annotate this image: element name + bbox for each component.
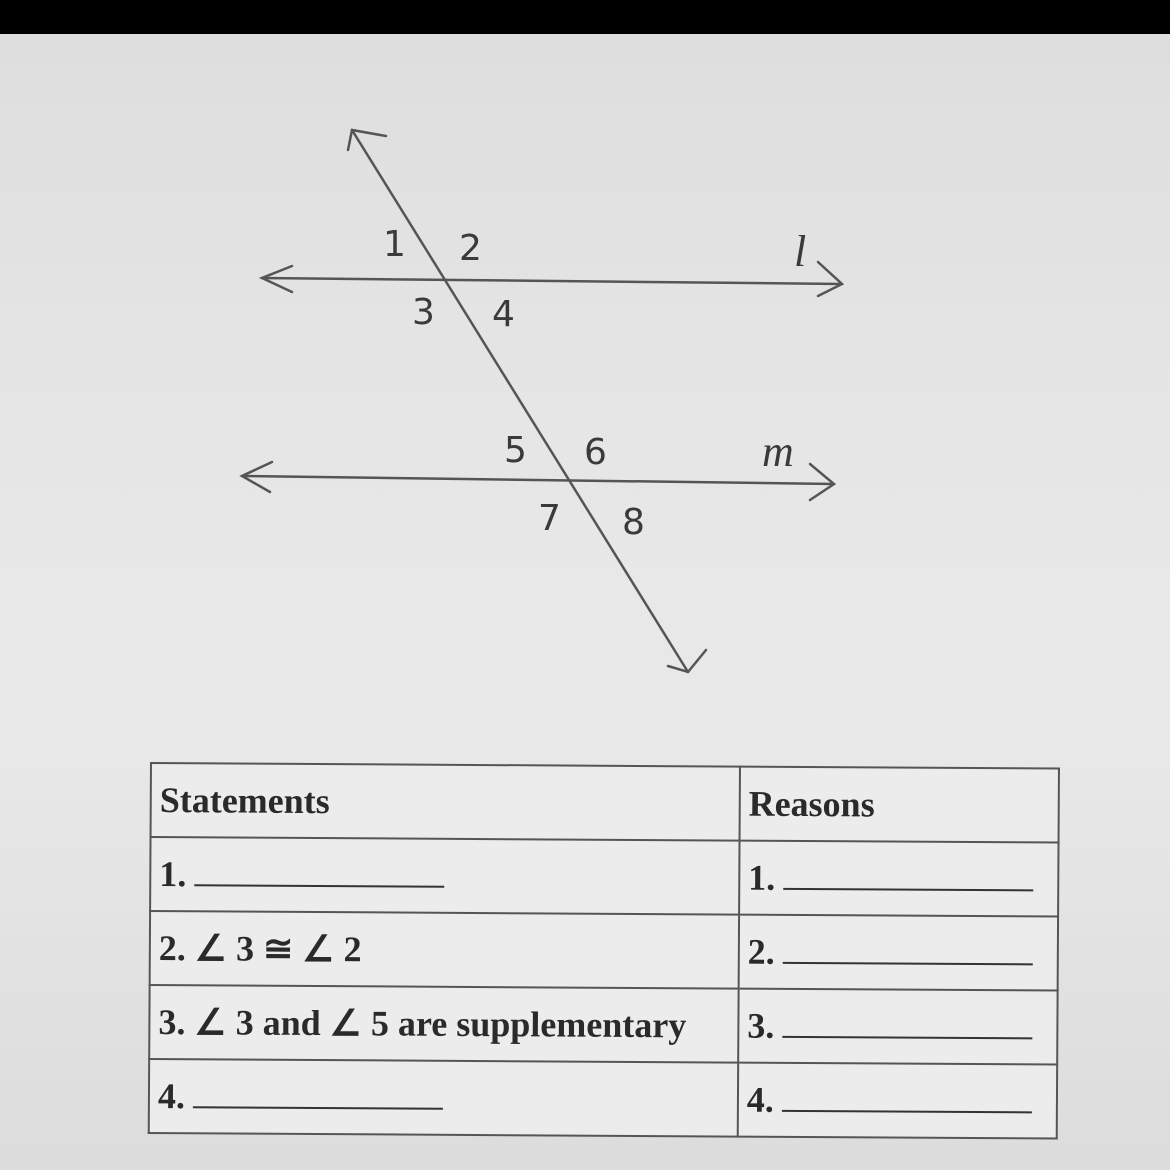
reason-number: 4.: [746, 1079, 774, 1120]
reasons-header: Reasons: [739, 767, 1059, 843]
line-m: [242, 476, 834, 484]
line-label-l: l: [794, 227, 807, 276]
line-m-right-arrow: [810, 464, 834, 500]
angle-label-7: 7: [538, 498, 561, 539]
statement-text: 4.: [157, 1076, 186, 1117]
statement-text: 1.: [159, 854, 187, 895]
angle-label-3: 3: [412, 292, 435, 333]
two-column-proof-table: [148, 762, 1060, 1140]
statement-cell-2: [150, 911, 739, 989]
reason-answer-blank[interactable]: [783, 870, 1033, 892]
angle-label-8: 8: [622, 502, 645, 543]
angle-label-6: 6: [584, 432, 607, 473]
statement-cell-4: [149, 1059, 738, 1137]
angle-label-2: 2: [459, 228, 482, 269]
parallel-lines-figure: [0, 34, 1170, 774]
reason-number: 1.: [748, 857, 776, 898]
table-row: [150, 837, 1058, 917]
reason-cell-1: [739, 841, 1059, 917]
statement-answer-blank[interactable]: [193, 1088, 443, 1110]
reason-answer-blank[interactable]: [782, 1018, 1032, 1040]
top-black-bar: [0, 0, 1170, 34]
reason-answer-blank[interactable]: [782, 1092, 1032, 1114]
reason-cell-4: [738, 1063, 1058, 1139]
statement-text: 3. ∠ 3 and ∠ 5 are supplementary: [158, 1002, 687, 1046]
reason-cell-3: [738, 989, 1058, 1065]
statement-answer-blank[interactable]: [194, 866, 444, 888]
line-l-right-arrow: [818, 262, 842, 296]
reason-answer-blank[interactable]: [783, 944, 1033, 966]
statement-cell-3: [149, 985, 738, 1063]
line-label-m: m: [762, 427, 794, 476]
line-l: [262, 278, 842, 284]
reason-cell-2: [739, 915, 1059, 991]
table-header-row: [151, 763, 1059, 843]
angle-label-4: 4: [492, 294, 515, 335]
table-row: [149, 1059, 1057, 1139]
angle-label-1: 1: [383, 224, 406, 265]
statements-header: Statements: [151, 763, 740, 841]
table-row: [150, 911, 1058, 991]
reason-number: 2.: [747, 931, 775, 972]
statement-text: 2. ∠ 3 ≅ ∠ 2: [158, 928, 362, 970]
transversal: [352, 130, 688, 672]
angle-label-5: 5: [504, 430, 527, 471]
statement-cell-1: [150, 837, 739, 915]
table-row: [149, 985, 1057, 1065]
reason-number: 3.: [747, 1005, 775, 1046]
